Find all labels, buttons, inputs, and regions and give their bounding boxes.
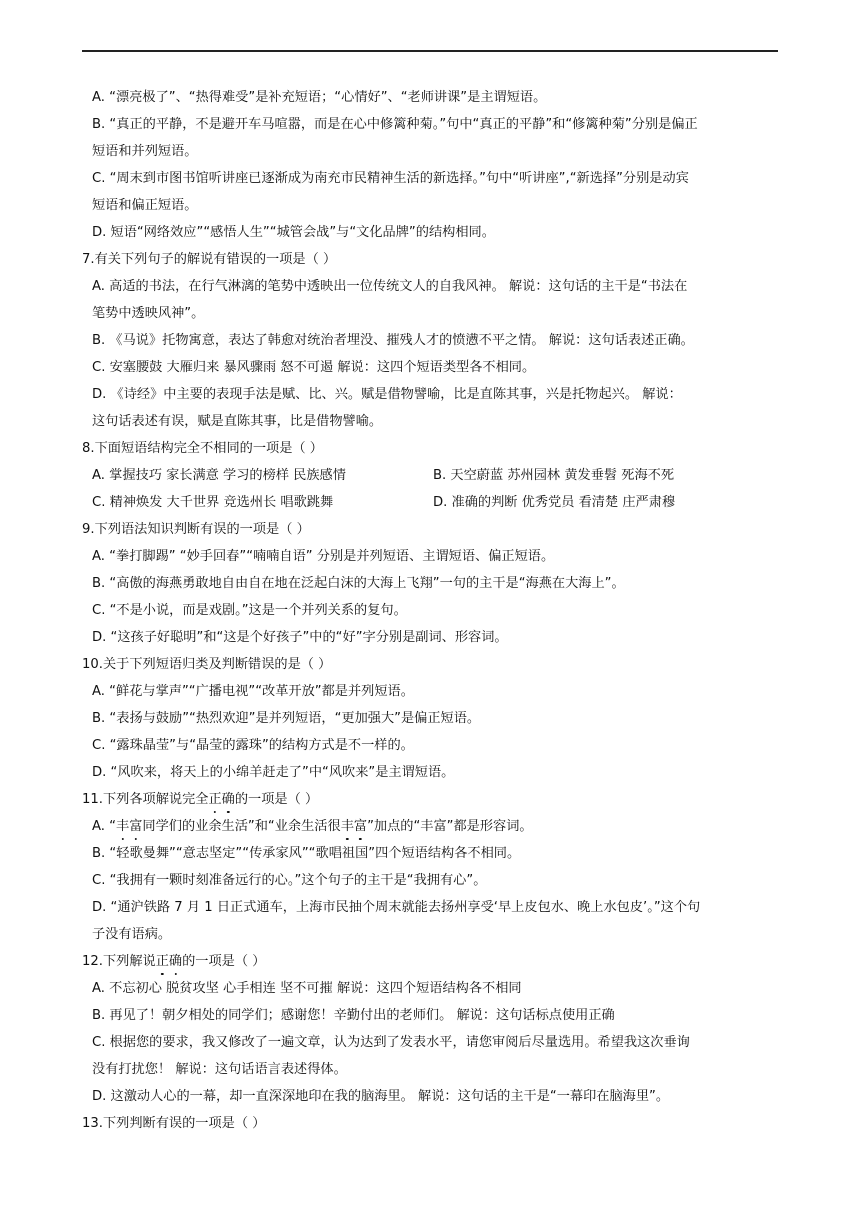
q10-stem: 10.关于下列短语归类及判断错误的是（ ）	[82, 657, 332, 672]
q7-option-a-cont: 笔势中透映风神”。	[92, 306, 205, 321]
q12-stem-text: 12.下列解说	[82, 954, 156, 969]
q7-stem: 7.有关下列句子的解说有错误的一项是（ ）	[82, 252, 337, 267]
q7-option-d-cont: 这句话表述有误，赋是直陈其事，比是借物譬喻。	[92, 414, 383, 429]
q7-option-c: C. 安塞腰鼓 大雁归来 暴风骤雨 怒不可遏 解说：这四个短语类型各不相同。	[92, 360, 536, 375]
q7-option-b: B. 《马说》托物寓意，表达了韩愈对统治者埋没、摧残人才的愤懑不平之情。 解说：这句话表述正确。	[92, 333, 694, 348]
q7-option-d: D. 《诗经》中主要的表现手法是赋、比、兴。赋是借物譬喻，比是直陈其事，兴是托物起兴。 解说：	[92, 387, 682, 402]
q10-option-c: C. “露珠晶莹”与“晶莹的露珠”的结构方式是不一样的。	[92, 738, 414, 753]
q11-a-text: ”加点的“丰富”都是形容词。	[367, 819, 533, 834]
q9-option-d: D. “这孩子好聪明”和“这是个好孩子”中的“好”字分别是副词、形容词。	[92, 630, 508, 645]
q12-option-c-cont: 没有打扰您！ 解说：这句话语言表述得体。	[92, 1062, 347, 1077]
q6-option-d: D. 短语“网络效应”“感悟人生”“城管会战”与“文化品牌”的结构相同。	[92, 225, 495, 240]
header-rule	[82, 50, 778, 52]
emphasis-dot-char: 确	[222, 790, 235, 810]
q11-a-text: 同学们的业余生活”和“业余生活很	[142, 819, 341, 834]
emphasis-dot-char: 确	[169, 952, 182, 972]
q12-option-a: A. 不忘初心 脱贫攻坚 心手相连 坚不可摧 解说：这四个短语结构各不相同	[92, 981, 522, 996]
q11-stem	[82, 790, 318, 810]
q11-option-b: B. “轻歌曼舞”“意志坚定”“传承家风”“歌唱祖国”四个短语结构各不相同。	[92, 846, 521, 861]
q12-option-c: C. 根据您的要求，我又修改了一遍文章，认为达到了发表水平，请您审阅后尽量选用。希望我这次垂询	[92, 1035, 690, 1050]
q11-a-text: A. “	[92, 819, 117, 834]
emphasis-dot-char: 富	[129, 817, 142, 837]
emphasis-dot-char: 丰	[116, 817, 129, 837]
q10-option-a: A. “鲜花与掌声”“广播电视”“改革开放”都是并列短语。	[92, 684, 414, 699]
emphasis-dot-char: 富	[354, 817, 367, 837]
q8-stem: 8.下面短语结构完全不相同的一项是（ ）	[82, 441, 323, 456]
q6-option-b-cont: 短语和并列短语。	[92, 144, 198, 159]
q6-option-c-cont: 短语和偏正短语。	[92, 198, 198, 213]
q11-stem-text: 的一项是（ ）	[234, 792, 319, 807]
q11-option-d: D. “通沪铁路 7 月 1 日正式通车，上海市民抽个周末就能去扬州享受‘早上皮包水、晚上水包皮’。”这个句	[92, 900, 701, 915]
q6-option-b: B. “真正的平静，不是避开车马喧嚣，而是在心中修篱种菊。”句中“真正的平静”和“修篱种菊”分别是偏正	[92, 117, 698, 132]
q8-option-b: B. 天空蔚蓝 苏州园林 黄发垂髫 死海不死	[433, 468, 675, 483]
q11-option-c: C. “我拥有一颗时刻准备远行的心。”这个句子的主干是“我拥有心”。	[92, 873, 487, 888]
q6-option-c: C. “周末到市图书馆听讲座已逐渐成为南充市民精神生活的新选择。”句中“听讲座”,“新选择”分别是动宾	[92, 171, 689, 186]
q9-option-c: C. “不是小说，而是戏剧。”这是一个并列关系的复句。	[92, 603, 407, 618]
q8-option-c: C. 精神焕发 大千世界 竞选州长 唱歌跳舞	[92, 495, 334, 510]
q10-option-b: B. “表扬与鼓励”“热烈欢迎”是并列短语，“更加强大”是偏正短语。	[92, 711, 481, 726]
q8-option-a: A. 掌握技巧 家长满意 学习的榜样 民族感情	[92, 468, 346, 483]
q9-stem: 9.下列语法知识判断有误的一项是（ ）	[82, 522, 310, 537]
q8-option-d: D. 准确的判断 优秀党员 看清楚 庄严肃穆	[433, 495, 676, 510]
q12-option-b: B. 再见了！朝夕相处的同学们；感谢您！辛勤付出的老师们。 解说：这句话标点使用正确	[92, 1008, 615, 1023]
q7-option-a: A. 高适的书法，在行气淋漓的笔势中透映出一位传统文人的自我风神。 解说：这句话的主干是“书法在	[92, 279, 688, 294]
q9-option-a: A. “拳打脚踢” “妙手回春”“喃喃自语” 分别是并列短语、主谓短语、偏正短语。	[92, 549, 555, 564]
emphasis-dot-char: 正	[156, 952, 169, 972]
q9-option-b: B. “高傲的海燕勇敢地自由自在地在泛起白沫的大海上飞翔”一句的主干是“海燕在大海上”。	[92, 576, 625, 591]
emphasis-dot-char: 丰	[341, 817, 354, 837]
q11-stem-text: 11.下列各项解说完全	[82, 792, 209, 807]
q11-option-a	[92, 817, 533, 837]
q12-option-d: D. 这激动人心的一幕，却一直深深地印在我的脑海里。 解说：这句话的主干是“一幕印在脑海里”。	[92, 1089, 670, 1104]
q12-stem	[82, 952, 265, 972]
emphasis-dot-char: 正	[208, 790, 221, 810]
q6-option-a: A. “漂亮极了”、“热得难受”是补充短语；“心情好”、“老师讲课”是主谓短语。	[92, 90, 547, 105]
q11-option-d-cont: 子没有语病。	[92, 927, 172, 942]
q10-option-d: D. “风吹来，将天上的小绵羊赶走了”中“风吹来”是主谓短语。	[92, 765, 455, 780]
q13-stem: 13.下列判断有误的一项是（ ）	[82, 1116, 266, 1131]
q12-stem-text: 的一项是（ ）	[182, 954, 266, 969]
